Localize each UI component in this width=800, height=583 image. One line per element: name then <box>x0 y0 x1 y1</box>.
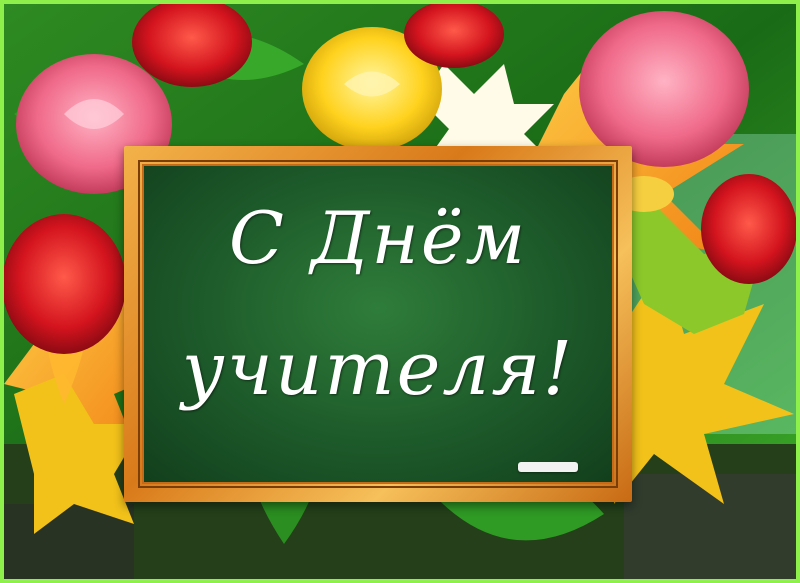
rose-icon <box>701 174 796 284</box>
greeting-line-1: С Днём <box>228 196 528 280</box>
chalkboard-frame <box>124 146 632 502</box>
chalkboard <box>142 164 614 484</box>
rose-icon <box>579 11 749 167</box>
chalk <box>518 462 578 472</box>
greeting-line-2: учителя! <box>181 326 575 412</box>
rose-icon <box>4 214 126 354</box>
